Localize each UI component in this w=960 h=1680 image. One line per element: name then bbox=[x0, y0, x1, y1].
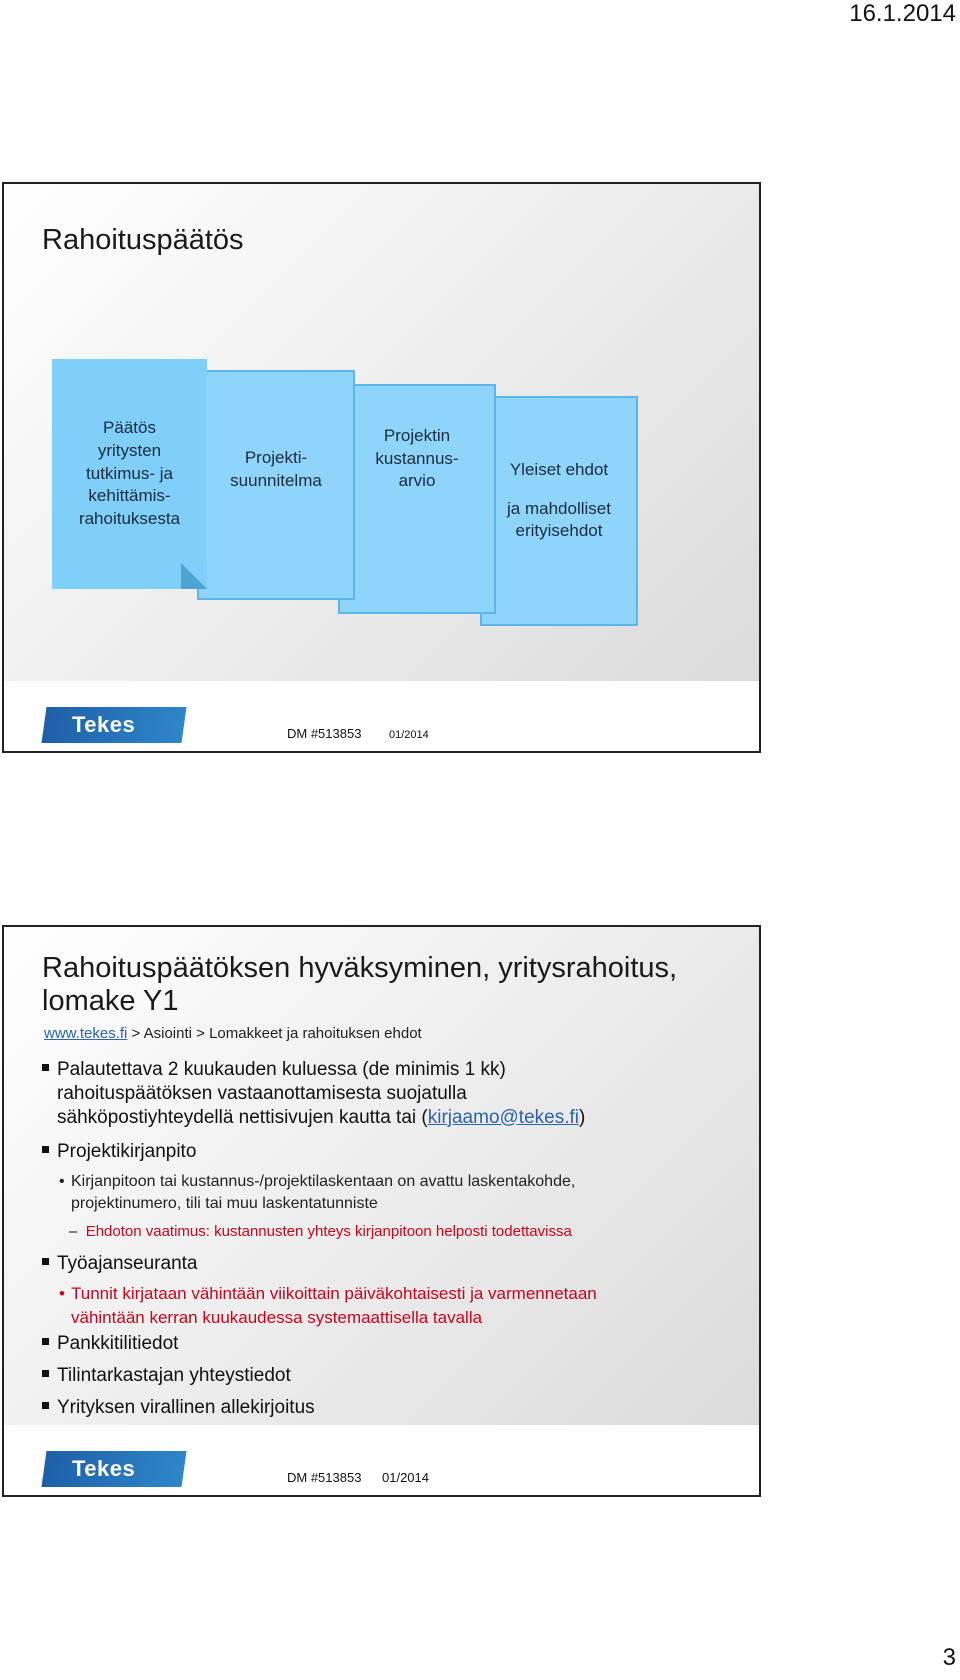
square-bullet-icon bbox=[42, 1146, 49, 1153]
card-text: ja mahdolliset bbox=[507, 498, 611, 518]
bullet-tyoajanseuranta: Työajanseuranta bbox=[42, 1252, 198, 1276]
tekes-logo: Tekes bbox=[41, 707, 186, 743]
tekes-link[interactable]: www.tekes.fi bbox=[44, 1025, 128, 1042]
sub-sub-bullet-ehdoton: – Ehdoton vaatimus: kustannusten yhteys kirjanpitoon helposti todettavissa bbox=[69, 1223, 572, 1240]
card-text: Projektin bbox=[383, 425, 451, 445]
slide-hyvaksyminen bbox=[2, 925, 761, 1497]
bullet-projektikirjanpito: Projektikirjanpito bbox=[42, 1140, 196, 1164]
slide-rahoituspaatos bbox=[2, 182, 761, 753]
bullet-pankkitilitiedot: Pankkitilitiedot bbox=[42, 1332, 178, 1356]
slide-footer bbox=[4, 1425, 759, 1495]
square-bullet-icon bbox=[42, 1370, 49, 1377]
square-bullet-icon bbox=[42, 1258, 49, 1265]
page-curl bbox=[181, 563, 207, 589]
card-text: kehittämis- bbox=[88, 486, 171, 506]
card-kustannusarvio bbox=[338, 384, 496, 614]
square-bullet-icon bbox=[42, 1338, 49, 1345]
slide-title: Rahoituspäätös bbox=[42, 224, 244, 256]
card-text: tutkimus- ja bbox=[86, 463, 173, 483]
document-id: DM #513853 bbox=[287, 726, 362, 741]
bullet-palautettava: Palautettava 2 kuukauden kuluessa (de minimis 1 kk) rahoituspäätöksen vastaanottamisesta suojatulla sähköpostiyhteydellä nettisivujen kautta tai (kirjaamo@tekes.fi) bbox=[42, 1058, 585, 1129]
slide-title: Rahoituspäätöksen hyväksyminen, yritysrahoitus, lomake Y1 bbox=[42, 952, 678, 1018]
sub-bullet-kirjanpito: • Kirjanpitoon tai kustannus-/projektilaskentaan on avattu laskentakohde, projektinumero, tili tai muu laskentatunniste bbox=[59, 1173, 576, 1213]
page-number: 3 bbox=[942, 1644, 956, 1671]
tekes-logo: Tekes bbox=[41, 1451, 186, 1487]
footer-date: 01/2014 bbox=[389, 729, 429, 741]
card-text: Päätös bbox=[103, 417, 156, 437]
card-text: Yleiset ehdot bbox=[509, 459, 609, 479]
card-text: suunnitelma bbox=[230, 471, 322, 490]
bullet-tilintarkastaja: Tilintarkastajan yhteystiedot bbox=[42, 1364, 291, 1388]
card-yleiset-ehdot bbox=[480, 396, 638, 626]
square-bullet-icon bbox=[42, 1402, 49, 1409]
header-date: 16.1.2014 bbox=[849, 0, 956, 27]
card-text: erityisehdot bbox=[515, 521, 603, 541]
card-text: kustannus- bbox=[375, 448, 459, 468]
card-text: arvio bbox=[398, 471, 436, 491]
card-text: yritysten bbox=[97, 440, 162, 460]
card-text: Projekti- bbox=[244, 448, 308, 468]
card-text: rahoituksesta bbox=[78, 509, 181, 529]
document-id: DM #513853 bbox=[287, 1470, 362, 1485]
breadcrumb: www.tekes.fi > Asiointi > Lomakkeet ja rahoituksen ehdot bbox=[44, 1025, 422, 1042]
card-paatos bbox=[52, 359, 207, 589]
footer-date: 01/2014 bbox=[382, 1470, 429, 1485]
email-link[interactable]: kirjaamo@tekes.fi bbox=[427, 1106, 579, 1128]
sub-bullet-tunnit: • Tunnit kirjataan vähintään viikoittain päiväkohtaisesti ja varmennetaan vähintään kerran kuukaudessa systemaattisella tavalla bbox=[59, 1284, 597, 1327]
bullet-allekirjoitus: Yrityksen virallinen allekirjoitus bbox=[42, 1396, 315, 1420]
slide-footer bbox=[4, 681, 759, 751]
square-bullet-icon bbox=[42, 1064, 49, 1071]
card-projektisuunnitelma bbox=[197, 370, 355, 600]
